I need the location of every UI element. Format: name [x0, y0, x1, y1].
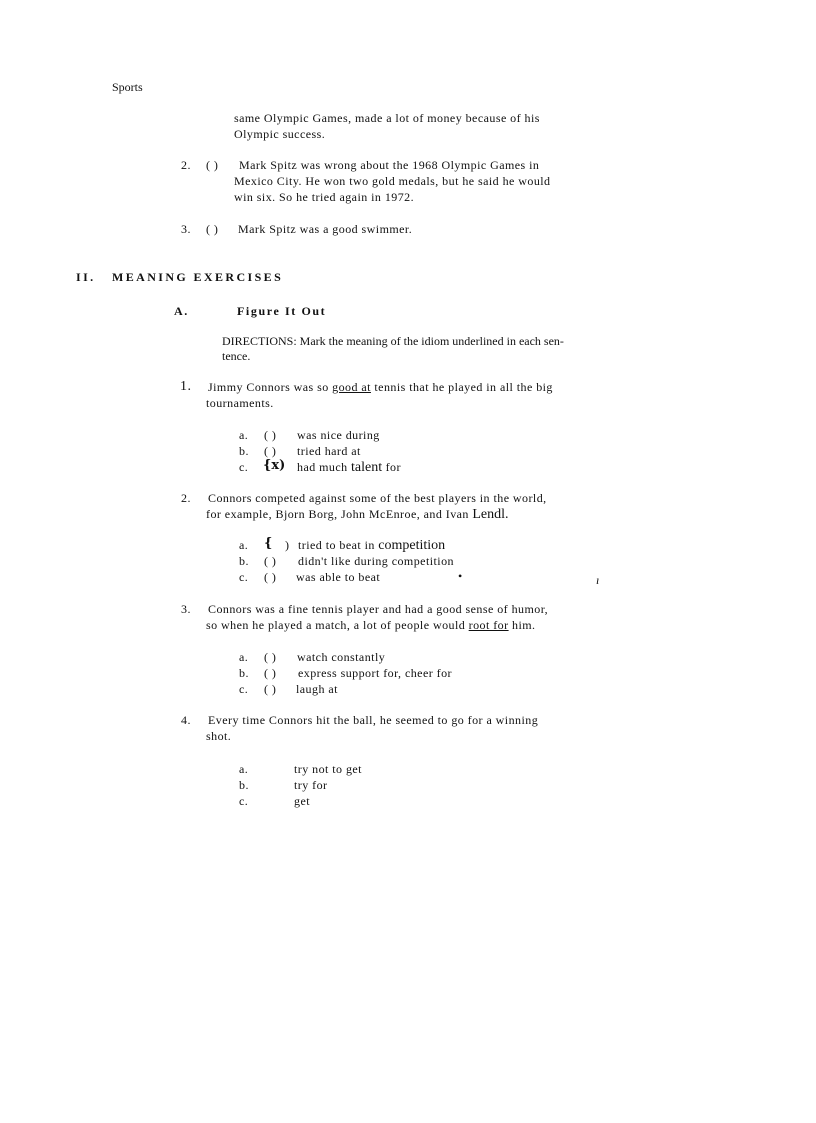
stray-mark: ı: [596, 573, 600, 587]
option-text: try not to get: [294, 762, 362, 776]
question-line: Connors competed against some of the best players in the world,: [208, 491, 547, 505]
question-line: shot.: [206, 729, 232, 743]
directions-line: tence.: [222, 349, 251, 363]
item-number: 2.: [181, 158, 191, 172]
answer-parens: ( ): [206, 158, 219, 172]
option-text: watch constantly: [297, 650, 386, 664]
option-letter: a.: [239, 762, 249, 776]
question-line: Every time Connors hit the ball, he seemed to go for a winning: [208, 713, 539, 727]
section-numeral: II.: [76, 270, 96, 284]
question-line: Connors was a fine tennis player and had a good sense of humor,: [208, 602, 549, 616]
option-checkbox[interactable]: ( ): [264, 570, 277, 584]
option-letter: c.: [239, 460, 249, 474]
underlined-idiom: good at: [332, 380, 371, 394]
option-text: tried hard at: [297, 444, 361, 458]
question-number: 3.: [181, 602, 191, 616]
question-line: [206, 618, 536, 633]
option-text: was nice during: [297, 428, 380, 442]
stray-dot: •: [458, 569, 463, 583]
option-letter: a.: [239, 538, 249, 552]
option-letter: b.: [239, 778, 249, 792]
option-letter: b.: [239, 444, 249, 458]
question-number: 4.: [181, 713, 191, 727]
question-line: [208, 380, 553, 395]
option-letter: b.: [239, 554, 249, 568]
option-checkbox[interactable]: ( ): [264, 650, 277, 664]
question-number: 1.: [180, 379, 192, 394]
text-line: Mark Spitz was a good swimmer.: [238, 222, 413, 236]
text-line: win six. So he tried again in 1972.: [234, 190, 415, 204]
text-large: Lendl.: [472, 507, 509, 522]
option-checkbox-open[interactable]: {: [264, 536, 273, 551]
item-number: 3.: [181, 222, 191, 236]
text-line: Mark Spitz was wrong about the 1968 Olympic Games in: [239, 158, 540, 172]
text: him.: [508, 618, 536, 632]
directions-line: DIRECTIONS: Mark the meaning of the idiom underlined in each sen-: [222, 334, 564, 348]
text: had much: [297, 460, 352, 474]
question-line: tournaments.: [206, 396, 274, 410]
option-checkbox-close[interactable]: ): [285, 538, 290, 552]
option-text: [298, 538, 445, 554]
option-text: was able to beat: [296, 570, 381, 584]
answer-parens: ( ): [206, 222, 219, 236]
underlined-idiom: root for: [468, 618, 509, 632]
option-text: try for: [294, 778, 328, 792]
text: for example, Bjorn Borg, John McEnroe, and Ivan: [206, 507, 473, 521]
option-letter: c.: [239, 794, 249, 808]
question-number: 2.: [181, 491, 191, 505]
option-letter: c.: [239, 570, 249, 584]
option-checkbox[interactable]: ( ): [264, 444, 277, 458]
text: tennis that he played in all the big: [370, 380, 553, 394]
option-checkbox[interactable]: ( ): [264, 666, 277, 680]
running-header: Sports: [112, 80, 143, 94]
option-text: [297, 460, 401, 476]
text-large: talent: [351, 460, 383, 475]
text-line: Olympic success.: [234, 127, 326, 141]
text: Jimmy Connors was so: [208, 380, 333, 394]
text: for: [382, 460, 401, 474]
option-text: laugh at: [296, 682, 338, 696]
text-large: competition: [378, 538, 446, 553]
text: tried to beat in: [298, 538, 379, 552]
text-line: Mexico City. He won two gold medals, but he said he would: [234, 174, 551, 188]
section-title: MEANING EXERCISES: [112, 270, 284, 284]
text-line: same Olympic Games, made a lot of money because of his: [234, 111, 540, 125]
subsection-letter: A.: [174, 304, 189, 318]
text: so when he played a match, a lot of people would: [206, 618, 469, 632]
option-checkbox[interactable]: ( ): [264, 428, 277, 442]
option-letter: c.: [239, 682, 249, 696]
option-letter: a.: [239, 428, 249, 442]
question-line: [206, 507, 508, 523]
option-checkbox[interactable]: ( ): [264, 554, 277, 568]
option-text: express support for, cheer for: [298, 666, 452, 680]
option-checkbox-marked[interactable]: {x): [263, 458, 286, 473]
option-text: get: [294, 794, 311, 808]
option-checkbox[interactable]: ( ): [264, 682, 277, 696]
subsection-title: Figure It Out: [237, 304, 327, 318]
option-letter: a.: [239, 650, 249, 664]
option-letter: b.: [239, 666, 249, 680]
option-text: didn't like during competition: [298, 554, 454, 568]
